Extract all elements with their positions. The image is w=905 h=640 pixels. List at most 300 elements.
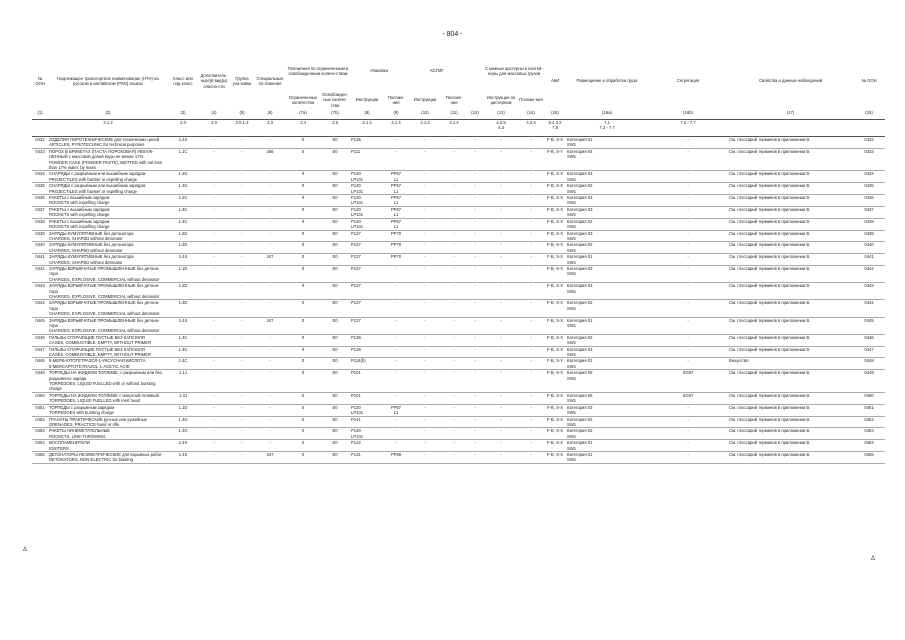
column-index-cell: (7b) (320, 110, 350, 120)
excepted-quantity-cell: E0 (320, 206, 350, 218)
table-row (32, 183, 885, 195)
segregation-cell: - (648, 206, 728, 218)
un-no-right-cell: 0455 (853, 451, 885, 463)
properties-cell: См. глоссарий терминов в приложении B. (728, 346, 853, 358)
tank-instruction-cell: - (484, 392, 518, 404)
header-ibc: КСГМГ (430, 68, 444, 74)
tank-instruction-cell: - (484, 358, 518, 370)
table-row (32, 358, 885, 370)
packing-provision-cell: PP70 (384, 254, 408, 266)
spacer-cell: - (466, 416, 484, 428)
column-index-cell: (14) (518, 110, 544, 120)
tank-instruction-cell: - (484, 440, 518, 452)
properties-cell: См. глоссарий терминов в приложении B. (728, 183, 853, 195)
properties-cell: См. глоссарий терминов в приложении B. (728, 392, 853, 404)
stowage-cell: Категория 03 SW1 (566, 265, 648, 282)
un-no-cell: 0434 (32, 171, 48, 183)
ibc-instruction-cell: - (408, 242, 442, 254)
packing-instruction-cell: P130 LP101 (350, 218, 384, 230)
un-no-cell: 0436 (32, 195, 48, 207)
packing-instruction-cell: P130 LP101 (350, 404, 384, 416)
spacer-cell: - (466, 317, 484, 334)
ems-cell: F-B, S-X (544, 370, 566, 393)
subsidiary-risk-cell: - (198, 300, 230, 317)
excepted-quantity-cell: E0 (320, 451, 350, 463)
name-cell: ТОРПЕДЫ с разрывным зарядом TORPEDOES with bursting charge (48, 404, 168, 416)
spacer-cell: - (466, 404, 484, 416)
un-no-right-cell: 0453 (853, 428, 885, 440)
limited-quantity-cell: 0 (286, 137, 320, 149)
packing-group-cell: - (230, 171, 254, 183)
ems-cell: F-B, S-X (544, 195, 566, 207)
tank-provision-cell: - (518, 183, 544, 195)
packing-group-cell: - (230, 242, 254, 254)
properties-cell: Вещество. (728, 358, 853, 370)
name-cell: РАКЕТЫ с вышибным зарядом ROCKETS with expelling charge (48, 195, 168, 207)
tank-provision-cell: - (518, 242, 544, 254)
excepted-quantity-cell: E0 (320, 358, 350, 370)
spacer-cell: - (466, 451, 484, 463)
header-stowage: Размещение и обработка груза (576, 78, 638, 84)
class-cell: 1.4C (168, 334, 198, 346)
class-cell: 1.4S (168, 317, 198, 334)
un-no-right-cell: 0439 (853, 230, 885, 242)
special-provisions-cell: - (254, 392, 286, 404)
packing-group-cell: - (230, 230, 254, 242)
stowage-cell: Категория 01 SW1 (566, 317, 648, 334)
stowage-cell: Категория 02 SW1 (566, 358, 648, 370)
ibc-instruction-cell: - (408, 283, 442, 300)
stowage-cell: Категория 02 SW1 (566, 242, 648, 254)
stowage-cell: Категория 03 SW1 (566, 171, 648, 183)
un-no-right-cell: 0441 (853, 254, 885, 266)
segregation-cell: - (648, 428, 728, 440)
tank-provision-cell: - (518, 283, 544, 300)
ibc-provision-cell: - (442, 283, 466, 300)
name-cell: ПОРОХ В БРИКЕТАХ (ПАСТА ПОРОХОВАЯ) УВЛАЖ-НЕННЫЙ с массовой долей воды не менее 17% POWDER CAKE (POWDER PASTE), WETTED with not less than 17% water, by mass (48, 148, 168, 171)
table-row (32, 428, 885, 440)
un-no-cell: 0444 (32, 300, 48, 317)
ems-cell: F-B, S-X (544, 242, 566, 254)
name-cell: СНАРЯДЫ с разрывным или вышибным зарядом PROJECTILES with burster or expelling charge (48, 171, 168, 183)
ibc-instruction-cell: - (408, 392, 442, 404)
section-reference-cell: 3.5 (320, 120, 350, 137)
tank-provision-cell: - (518, 265, 544, 282)
un-no-cell: 0439 (32, 230, 48, 242)
stowage-cell: Категория 02 SW1 (566, 300, 648, 317)
ibc-instruction-cell: - (408, 334, 442, 346)
limited-quantity-cell: 0 (286, 183, 320, 195)
segregation-cell: - (648, 195, 728, 207)
table-row (32, 195, 885, 207)
table-row (32, 230, 885, 242)
class-cell: 1.1C (168, 148, 198, 171)
special-provisions-cell: - (254, 428, 286, 440)
special-provisions-cell: 347 (254, 317, 286, 334)
excepted-quantity-cell: E0 (320, 440, 350, 452)
excepted-quantity-cell: E0 (320, 148, 350, 171)
ems-cell: F-B, S-X (544, 265, 566, 282)
excepted-quantity-cell: E0 (320, 317, 350, 334)
ibc-instruction-cell: - (408, 317, 442, 334)
un-no-cell: 0435 (32, 183, 48, 195)
section-reference-cell: 4.1.4 (350, 120, 384, 137)
packing-group-cell: - (230, 370, 254, 393)
special-provisions-cell: 266 (254, 148, 286, 171)
packing-provision-cell: - (384, 300, 408, 317)
subsidiary-risk-cell: - (198, 334, 230, 346)
special-provisions-cell: - (254, 206, 286, 218)
tank-provision-cell: - (518, 148, 544, 171)
ems-cell: F-B, S-X (544, 218, 566, 230)
ems-cell: F-B, S-X (544, 428, 566, 440)
ibc-instruction-cell: - (408, 183, 442, 195)
properties-cell: См. глоссарий терминов в приложении B. (728, 300, 853, 317)
name-cell: РАКЕТЫ ЛИНЕМЕТАТЕЛЬНЫЕ ROCKETS, LINE-THROWING (48, 428, 168, 440)
stowage-cell: Категория 01 SW1 (566, 440, 648, 452)
packing-group-cell: - (230, 265, 254, 282)
un-no-cell: 0441 (32, 254, 48, 266)
name-cell: ВОСПЛАМЕНИТЕЛИ IGNITERS (48, 440, 168, 452)
class-cell: 1.4C (168, 218, 198, 230)
packing-provision-cell: - (384, 137, 408, 149)
class-cell: 1.4D (168, 300, 198, 317)
spacer-cell: - (466, 370, 484, 393)
stowage-cell: Категория 03 SW1 (566, 195, 648, 207)
excepted-quantity-cell: E0 (320, 392, 350, 404)
ibc-provision-cell: - (442, 265, 466, 282)
stowage-cell: Категория 01 SW1 (566, 254, 648, 266)
packing-group-cell: - (230, 218, 254, 230)
packing-provision-cell: PP67 L1 (384, 404, 408, 416)
special-provisions-cell: - (254, 283, 286, 300)
header-un-no: № ООН (35, 75, 45, 86)
segregation-cell: - (648, 346, 728, 358)
column-index-cell: (17) (728, 110, 853, 120)
class-cell: 1.3C (168, 206, 198, 218)
spacer-cell: - (466, 346, 484, 358)
name-cell: ГИЛЬЗЫ СГОРАЮЩИЕ ПУСТЫЕ БЕЗ КАПСЮЛЯ CASES, COMBUSTIBLE, EMPTY, WITHOUT PRIMER (48, 334, 168, 346)
class-cell: 1.2C (168, 195, 198, 207)
ibc-instruction-cell: - (408, 230, 442, 242)
subsidiary-risk-cell: - (198, 218, 230, 230)
limited-quantity-cell: 0 (286, 317, 320, 334)
class-cell: 1.4S (168, 451, 198, 463)
excepted-quantity-cell: E0 (320, 265, 350, 282)
column-index-cell: (2) (48, 110, 168, 120)
subsidiary-risk-cell: - (198, 416, 230, 428)
table-row (32, 317, 885, 334)
spacer-cell: - (466, 218, 484, 230)
spacer-cell: - (466, 254, 484, 266)
subsidiary-risk-cell: - (198, 392, 230, 404)
un-no-cell: 0454 (32, 440, 48, 452)
special-provisions-cell: - (254, 370, 286, 393)
spacer-cell: - (466, 283, 484, 300)
un-no-cell: 0450 (32, 392, 48, 404)
special-provisions-cell: - (254, 183, 286, 195)
spacer-cell: - (466, 334, 484, 346)
section-reference-cell: 7.1 7.3 - 7.7 (566, 120, 648, 137)
name-cell: РАКЕТЫ с вышибным зарядом ROCKETS with expelling charge (48, 206, 168, 218)
packing-group-cell: - (230, 358, 254, 370)
page-number: - 804 - (442, 31, 463, 38)
header-name: Надлежащее транспортное наименование (НТН) на русском и английском (PSN) языках (57, 75, 159, 86)
table-row (32, 370, 885, 393)
limited-quantity-cell: 0 (286, 440, 320, 452)
section-reference-cell: 4.2.5 4.3 (484, 120, 518, 137)
column-index-cell: (16a) (566, 110, 648, 120)
packing-instruction-cell: P137 (350, 317, 384, 334)
column-index-cell: (8) (350, 110, 384, 120)
tank-instruction-cell: - (484, 283, 518, 300)
stowage-cell: Категория 02 SW1 (566, 334, 648, 346)
section-reference-cell (728, 120, 853, 137)
special-provisions-cell: - (254, 265, 286, 282)
ibc-provision-cell: - (442, 317, 466, 334)
ibc-instruction-cell: - (408, 451, 442, 463)
ibc-instruction-cell: - (408, 404, 442, 416)
un-no-right-cell: 0433 (853, 148, 885, 171)
class-cell: 1.3C (168, 346, 198, 358)
ems-cell: F-B, S-X (544, 206, 566, 218)
un-no-right-cell: 0438 (853, 218, 885, 230)
header-limited-quantities: Ограниченные количества (288, 94, 318, 105)
ibc-provision-cell: - (442, 242, 466, 254)
subsidiary-risk-cell: - (198, 440, 230, 452)
ems-cell: F-B, S-X (544, 230, 566, 242)
packing-instruction-cell: P141 (350, 416, 384, 428)
header-class: Класс или под-класс (173, 75, 193, 86)
limited-quantity-cell: 0 (286, 370, 320, 393)
ibc-instruction-cell: - (408, 440, 442, 452)
ibc-provision-cell: - (442, 440, 466, 452)
ibc-provision-cell: - (442, 148, 466, 171)
packing-group-cell: - (230, 137, 254, 149)
segregation-cell: - (648, 230, 728, 242)
special-provisions-cell: - (254, 404, 286, 416)
ems-cell: F-B, S-X (544, 317, 566, 334)
un-no-right-cell: 0432 (853, 137, 885, 149)
un-no-right-cell: 0449 (853, 370, 885, 393)
column-index-cell: (1) (32, 110, 48, 120)
un-no-right-cell: 0454 (853, 440, 885, 452)
packing-group-cell: - (230, 440, 254, 452)
packing-provision-cell: PP70 (384, 242, 408, 254)
properties-cell: См. глоссарий терминов в приложении B. (728, 428, 853, 440)
packing-provision-cell: - (384, 317, 408, 334)
ibc-instruction-cell: - (408, 171, 442, 183)
special-provisions-cell: - (254, 334, 286, 346)
tank-provision-cell: - (518, 300, 544, 317)
tank-provision-cell: - (518, 428, 544, 440)
ibc-provision-cell: - (442, 300, 466, 317)
packing-instruction-cell: P131 (350, 451, 384, 463)
segregation-cell: - (648, 317, 728, 334)
ibc-instruction-cell: - (408, 428, 442, 440)
ibc-instruction-cell: - (408, 416, 442, 428)
limited-quantity-cell: 0 (286, 230, 320, 242)
un-no-right-cell: 0437 (853, 206, 885, 218)
packing-group-cell: - (230, 392, 254, 404)
class-cell: 1.4G (168, 416, 198, 428)
packing-provision-cell: PP68 (384, 451, 408, 463)
un-no-cell: 0443 (32, 283, 48, 300)
name-cell: ДЕТОНАТОРЫ НЕЭЛЕКТРИЧЕСКИЕ для взрывных работ DETONATORS, NON-ELECTRIC for blasting (48, 451, 168, 463)
segregation-cell: SG67 (648, 370, 728, 393)
un-no-cell: 0445 (32, 317, 48, 334)
ibc-provision-cell: - (442, 428, 466, 440)
section-reference-cell: 3.4 (286, 120, 320, 137)
ems-cell: F-B, S-X (544, 451, 566, 463)
properties-cell: См. глоссарий терминов в приложении B. (728, 137, 853, 149)
tank-instruction-cell: - (484, 334, 518, 346)
un-no-cell: 0446 (32, 334, 48, 346)
subsidiary-risk-cell: - (198, 230, 230, 242)
column-index-cell: (13) (484, 110, 518, 120)
properties-cell: См. глоссарий терминов в приложении B. (728, 195, 853, 207)
section-reference-cell: 4.1.4 (442, 120, 466, 137)
packing-group-cell: - (230, 195, 254, 207)
ibc-provision-cell: - (442, 171, 466, 183)
column-index-cell: (3) (168, 110, 198, 120)
column-index-cell: (6) (254, 110, 286, 120)
tank-instruction-cell: - (484, 300, 518, 317)
packing-group-cell: - (230, 404, 254, 416)
packing-instruction-cell: P114(b) (350, 358, 384, 370)
ibc-provision-cell: - (442, 370, 466, 393)
tank-instruction-cell: - (484, 265, 518, 282)
stowage-cell: Категория 04 SW1 (566, 148, 648, 171)
tank-instruction-cell: - (484, 370, 518, 393)
ems-cell: F-B, S-X (544, 392, 566, 404)
spacer-cell: - (466, 137, 484, 149)
table-row (32, 148, 885, 171)
special-provisions-cell: - (254, 230, 286, 242)
tank-instruction-cell: - (484, 218, 518, 230)
limited-quantity-cell: 0 (286, 195, 320, 207)
name-cell: ЗАРЯДЫ КУМУЛЯТИВНЫЕ без детонатора CHARGES, SHAPED without detonator (48, 230, 168, 242)
header-spacer (466, 52, 484, 110)
special-provisions-cell: - (254, 440, 286, 452)
table-row (32, 300, 885, 317)
tank-instruction-cell: - (484, 195, 518, 207)
properties-cell: См. глоссарий терминов в приложении B. (728, 242, 853, 254)
class-cell: 1.4C (168, 358, 198, 370)
subsidiary-risk-cell: - (198, 370, 230, 393)
segregation-cell: - (648, 148, 728, 171)
class-cell: 1.1D (168, 404, 198, 416)
ibc-instruction-cell: - (408, 346, 442, 358)
packing-provision-cell: - (384, 392, 408, 404)
name-cell: СНАРЯДЫ с разрывным или вышибным зарядом PROJECTILES with burster or expelling charge (48, 183, 168, 195)
name-cell: ЗАРЯДЫ ВЗРЫВЧАТЫЕ ПРОМЫШЛЕННЫЕ без детона-тора CHARGES, EXPLOSIVE, COMMERCIAL without detonator (48, 265, 168, 282)
name-cell: ЗАРЯДЫ ВЗРЫВЧАТЫЕ ПРОМЫШЛЕННЫЕ без детона-тора CHARGES, EXPLOSIVE, COMMERCIAL without detonator (48, 283, 168, 300)
section-reference-cell: 4.1.4 (408, 120, 442, 137)
header-ibc-provisions: Положе-ния (445, 94, 463, 105)
special-provisions-cell: - (254, 416, 286, 428)
packing-group-cell: - (230, 183, 254, 195)
segregation-cell: - (648, 404, 728, 416)
spacer-cell: - (466, 171, 484, 183)
packing-provision-cell: PP67 L1 (384, 183, 408, 195)
properties-cell: См. глоссарий терминов в приложении B. (728, 317, 853, 334)
excepted-quantity-cell: E0 (320, 404, 350, 416)
ems-cell: F-B, S-Y (544, 358, 566, 370)
ems-cell: F-B, S-X (544, 416, 566, 428)
packing-provision-cell: - (384, 440, 408, 452)
section-reference-cell (853, 120, 885, 137)
tank-provision-cell: - (518, 195, 544, 207)
packing-group-cell: - (230, 283, 254, 300)
ems-cell: F-B, S-Y (544, 148, 566, 171)
limited-quantity-cell: 0 (286, 416, 320, 428)
un-no-cell: 0440 (32, 242, 48, 254)
packing-instruction-cell: P142 (350, 440, 384, 452)
un-no-right-cell: 0443 (853, 283, 885, 300)
properties-cell: См. глоссарий терминов в приложении B. (728, 206, 853, 218)
segregation-cell: - (648, 171, 728, 183)
name-cell: ГИЛЬЗЫ СГОРАЮЩИЕ ПУСТЫЕ БЕЗ КАПСЮЛЯ CASES, COMBUSTIBLE, EMPTY, WITHOUT PRIMER (48, 346, 168, 358)
packing-provision-cell: - (384, 358, 408, 370)
table-row (32, 416, 885, 428)
tank-provision-cell: - (518, 218, 544, 230)
special-provisions-cell: - (254, 242, 286, 254)
stowage-cell: Категория 02 SW1 (566, 416, 648, 428)
ibc-provision-cell: - (442, 218, 466, 230)
header-segregation: Сегрегация (676, 78, 700, 84)
subsidiary-risk-cell: - (198, 195, 230, 207)
limited-quantity-cell: 0 (286, 451, 320, 463)
ems-cell: F-B, S-X (544, 283, 566, 300)
special-provisions-cell: - (254, 137, 286, 149)
ibc-instruction-cell: - (408, 265, 442, 282)
limited-quantity-cell: 0 (286, 346, 320, 358)
ems-cell: F-B, S-X (544, 171, 566, 183)
limited-quantity-cell: 0 (286, 265, 320, 282)
packing-provision-cell: - (384, 283, 408, 300)
ems-cell: F-B, S-X (544, 137, 566, 149)
subsidiary-risk-cell: - (198, 358, 230, 370)
stowage-cell: Категория 01 SW1 (566, 451, 648, 463)
subsidiary-risk-cell: - (198, 428, 230, 440)
special-provisions-cell: 347 (254, 451, 286, 463)
special-provisions-cell: - (254, 346, 286, 358)
stowage-cell: Категория 02 SW1 (566, 428, 648, 440)
table-row (32, 137, 885, 149)
subsidiary-risk-cell: - (198, 346, 230, 358)
tank-instruction-cell: - (484, 230, 518, 242)
ibc-provision-cell: - (442, 404, 466, 416)
segregation-cell: SG67 (648, 392, 728, 404)
un-no-right-cell: 0451 (853, 404, 885, 416)
segregation-cell: - (648, 300, 728, 317)
header-packing-instructions: Инструкции (355, 97, 379, 103)
ibc-instruction-cell: - (408, 206, 442, 218)
tank-instruction-cell: - (484, 148, 518, 171)
subsidiary-risk-cell: - (198, 283, 230, 300)
un-no-cell: 0432 (32, 137, 48, 149)
un-no-right-cell: 0444 (853, 300, 885, 317)
packing-instruction-cell: P130 LP101 (350, 183, 384, 195)
dangerous-goods-list-table (32, 52, 885, 464)
name-cell: ЗАРЯДЫ ВЗРЫВЧАТЫЕ ПРОМЫШЛЕННЫЕ без детона-тора CHARGES, EXPLOSIVE, COMMERCIAL without detonator (48, 300, 168, 317)
un-no-right-cell: 0446 (853, 334, 885, 346)
tank-instruction-cell: - (484, 346, 518, 358)
subsidiary-risk-cell: - (198, 254, 230, 266)
un-no-cell: 0433 (32, 148, 48, 171)
tank-instruction-cell: - (484, 242, 518, 254)
